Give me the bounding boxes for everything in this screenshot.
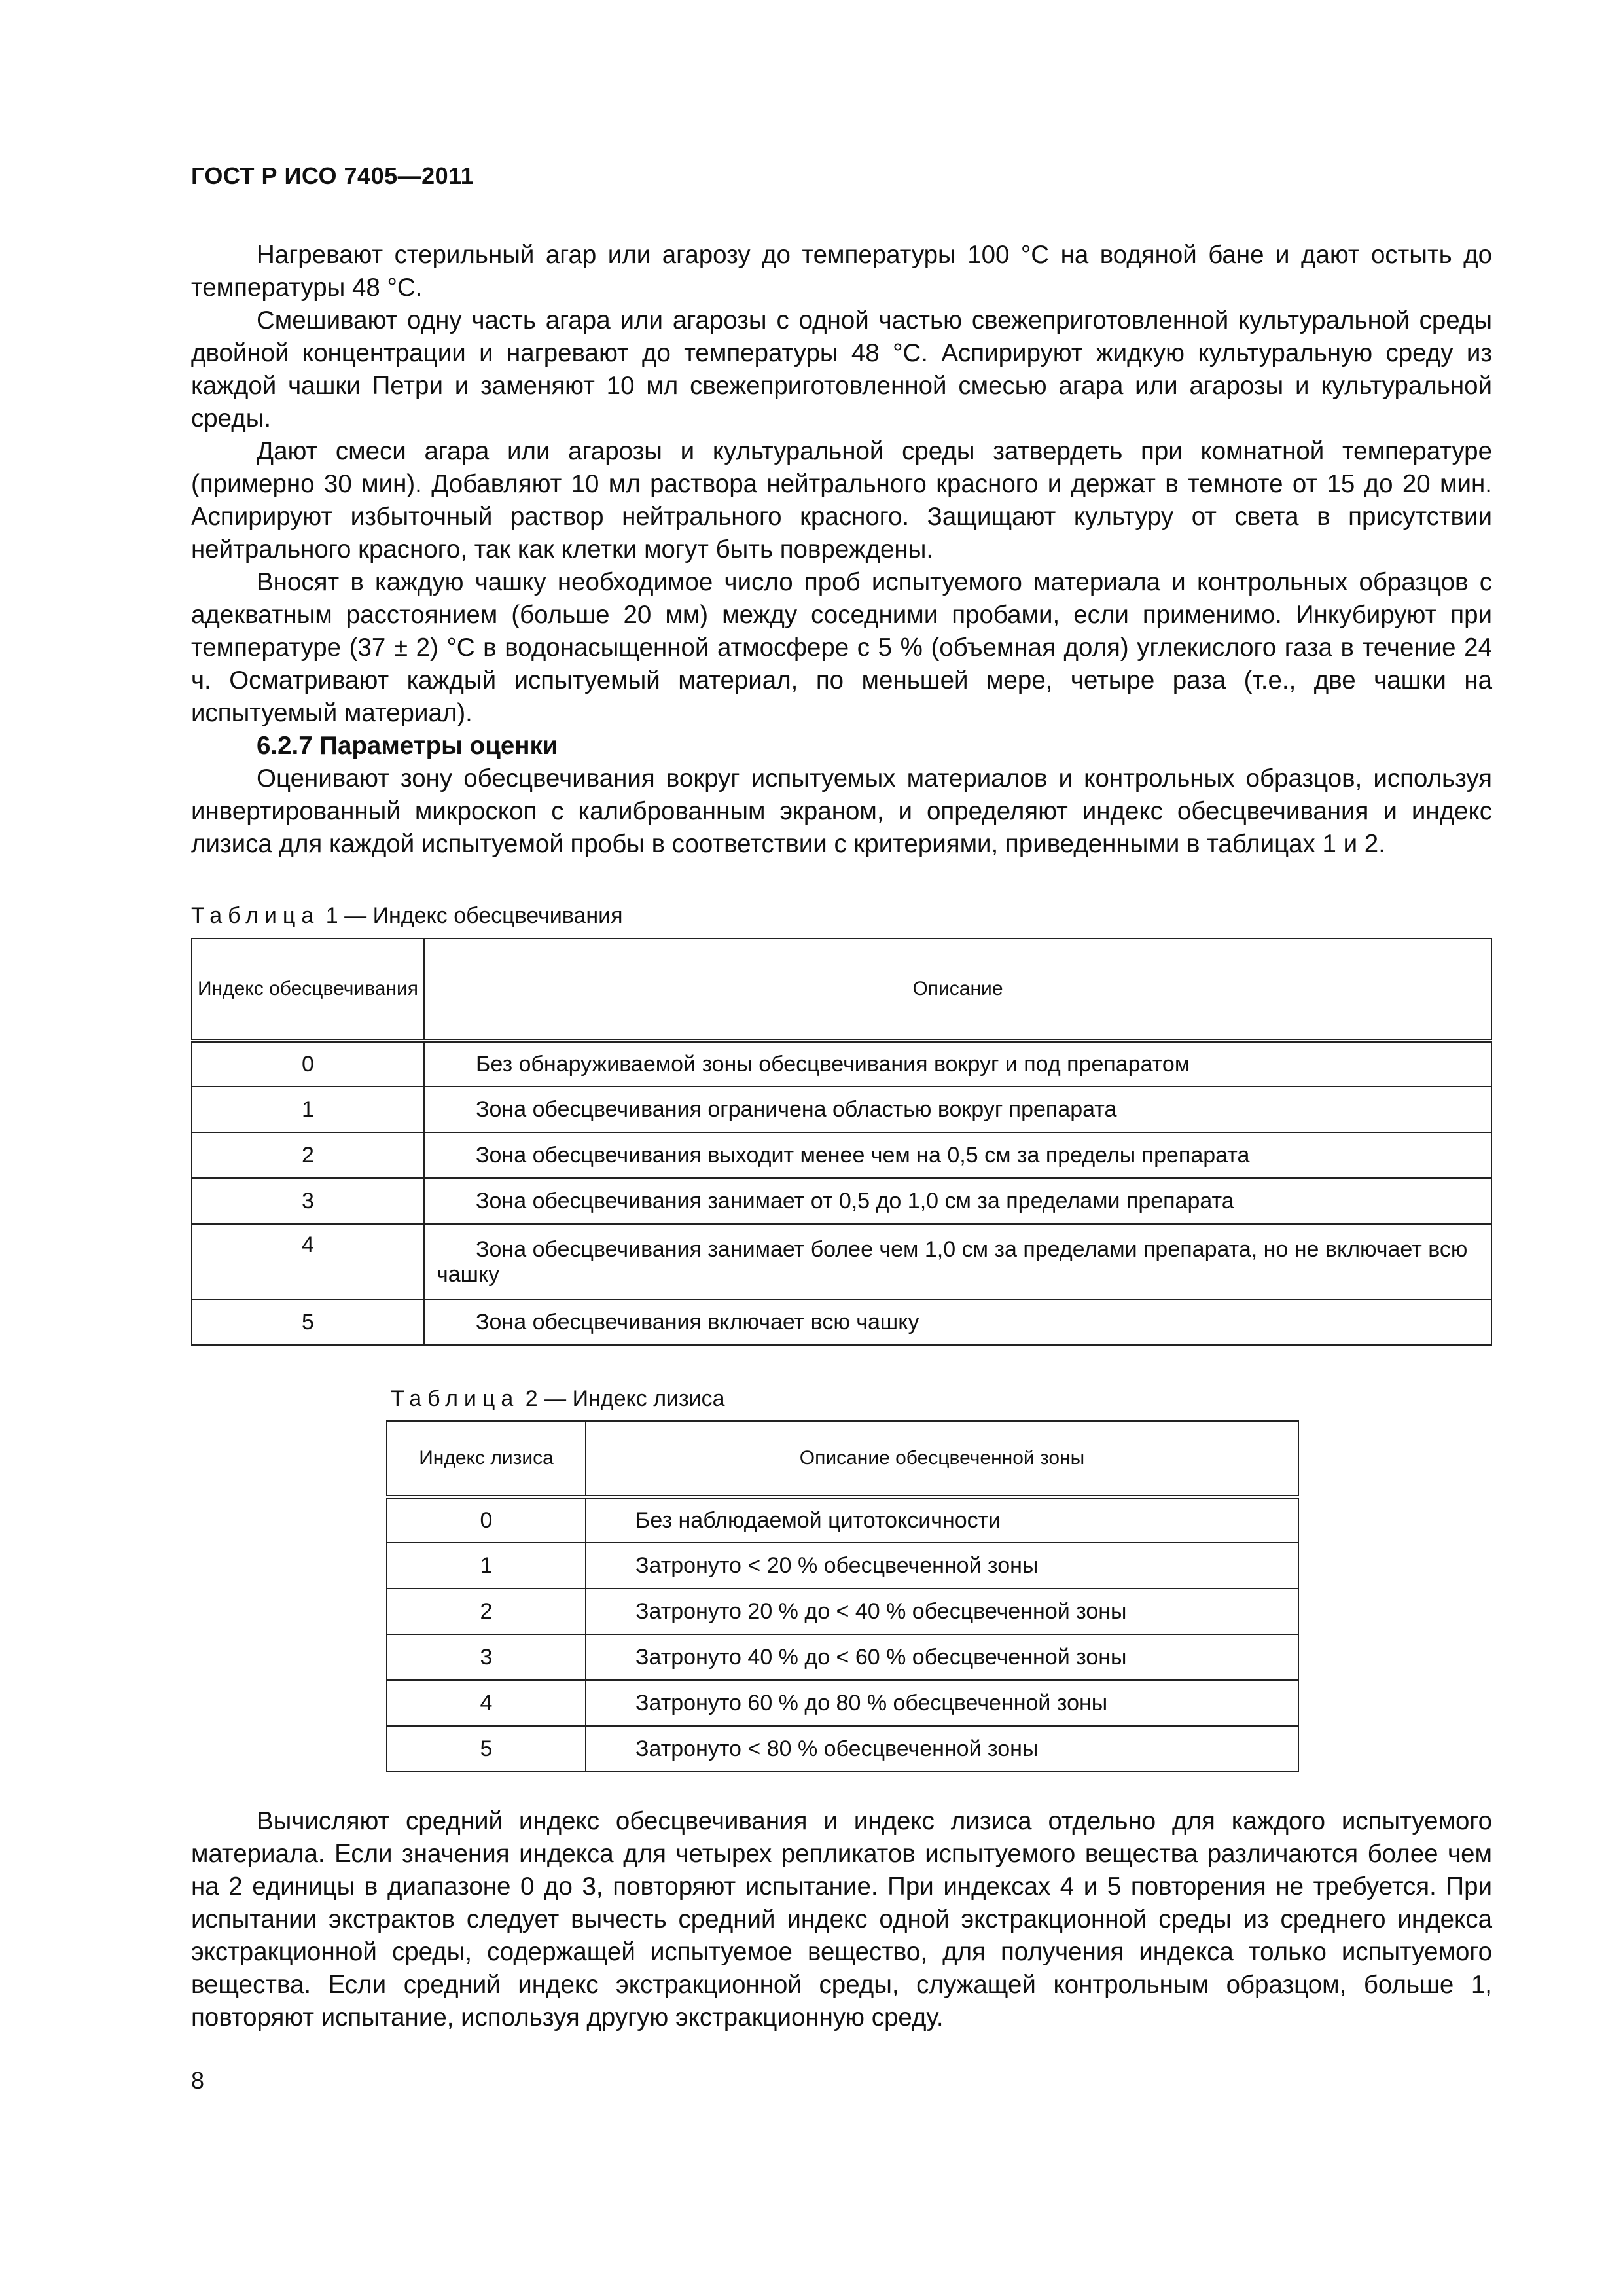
table1-header-index: Индекс обесцвечивания (192, 939, 424, 1041)
table-row (387, 1497, 1298, 1543)
table-cell-description: Без наблюдаемой цитотоксичности (586, 1497, 1298, 1543)
table2-caption-title: 2 — Индекс лизиса (525, 1386, 725, 1411)
paragraph: Нагревают стерильный агар или агарозу до температуры 100 °C на водяной бане и дают остыть до температуры 48 °C. (191, 241, 1492, 302)
table-cell-index: 1 (192, 1086, 424, 1132)
table-cell-index: 4 (192, 1224, 424, 1299)
paragraph: Оценивают зону обесцвечивания вокруг испытуемых материалов и контрольных образцов, используя инвертированный микроскоп с калиброванным экраном, и определяют индекс обесцвечивания и индекс лизиса для каждой испытуемой пробы в соответствии с критериями, приведенными в таблицах 1 и 2. (191, 764, 1492, 858)
table-cell-description: Зона обесцвечивания занимает более чем 1,0 см за пределами препарата, но не включает всю чашку (424, 1224, 1491, 1299)
table-cell-description: Затронуто 40 % до < 60 % обесцвеченной зоны (586, 1634, 1298, 1680)
table-cell-index: 0 (387, 1497, 586, 1543)
table-row (192, 1086, 1491, 1132)
table-cell-index: 2 (192, 1132, 424, 1178)
table-cell-index: 4 (387, 1680, 586, 1726)
table-row (192, 1224, 1491, 1299)
table1-caption-title: 1 — Индекс обесцвечивания (325, 903, 623, 928)
table-row (192, 1299, 1491, 1345)
table2-header-description: Описание обесцвеченной зоны (586, 1421, 1298, 1497)
paragraph: Дают смеси агара или агарозы и культуральной среды затвердеть при комнатной температуре (примерно 30 мин). Добавляют 10 мл раствора нейтрального красного и держат в темноте от 15 до 20 мин. Аспирируют избыточный раствор нейтрального красного. Защищают культуру от света в присутствии нейтрального красного, так как клетки могут быть повреждены. (191, 437, 1492, 564)
intro-text (191, 239, 1492, 861)
section-heading: 6.2.7 Параметры оценки (257, 732, 558, 760)
paragraph: Вносят в каждую чашку необходимое число проб испытуемого материала и контрольных образцов с адекватным расстоянием (больше 20 мм) между соседними пробами, если применимо. Инкубируют при температуре (37 ± 2) °C в водонасыщенной атмосфере с 5 % (объемная доля) углекислого газа в течение 24 ч. Осматривают каждый испытуемый материал, по меньшей мере, четыре раза (т.е., две чашки на испытуемый материал). (191, 568, 1492, 727)
table-cell-index: 3 (192, 1178, 424, 1224)
table-cell-description: Зона обесцвечивания занимает от 0,5 до 1,0 см за пределами препарата (424, 1178, 1491, 1224)
table-row (387, 1543, 1298, 1588)
table1-caption (191, 903, 623, 929)
table-lysis-index (386, 1420, 1299, 1772)
table-cell-index: 5 (192, 1299, 424, 1345)
table-cell-description: Затронуто 60 % до 80 % обесцвеченной зоны (586, 1680, 1298, 1726)
table-row (192, 1132, 1491, 1178)
table1-header-description: Описание (424, 939, 1491, 1041)
table1-caption-word: Таблица (191, 903, 320, 928)
table-cell-description: Затронуто < 20 % обесцвеченной зоны (586, 1543, 1298, 1588)
table-row (387, 1588, 1298, 1634)
table-cell-description: Затронуто < 80 % обесцвеченной зоны (586, 1726, 1298, 1772)
table-row (387, 1634, 1298, 1680)
table-cell-description: Затронуто 20 % до < 40 % обесцвеченной зоны (586, 1588, 1298, 1634)
page-number: 8 (191, 2067, 205, 2094)
table-row (387, 1726, 1298, 1772)
outro-text (191, 1805, 1492, 2034)
table-row (387, 1680, 1298, 1726)
table-cell-index: 3 (387, 1634, 586, 1680)
table2-caption (391, 1386, 725, 1412)
table-cell-description: Зона обесцвечивания выходит менее чем на 0,5 см за пределы препарата (424, 1132, 1491, 1178)
table-cell-description: Зона обесцвечивания включает всю чашку (424, 1299, 1491, 1345)
table-row (192, 1041, 1491, 1086)
table2-header-index: Индекс лизиса (387, 1421, 586, 1497)
table-decolorization-index (191, 938, 1492, 1346)
table2-caption-word: Таблица (391, 1386, 520, 1411)
paragraph: Смешивают одну часть агара или агарозы с одной частью свежеприготовленной культуральной среды двойной концентрации и нагревают до температуры 48 °C. Аспирируют жидкую культуральную среду из каждой чашки Петри и заменяют 10 мл свежеприготовленной смесью агара или агарозы и культуральной среды. (191, 306, 1492, 433)
table-cell-index: 1 (387, 1543, 586, 1588)
table-row (192, 1178, 1491, 1224)
table-cell-description: Без обнаруживаемой зоны обесцвечивания вокруг и под препаратом (424, 1041, 1491, 1086)
table-cell-description: Зона обесцвечивания ограничена областью вокруг препарата (424, 1086, 1491, 1132)
table-cell-index: 5 (387, 1726, 586, 1772)
table-cell-index: 0 (192, 1041, 424, 1086)
table-cell-index: 2 (387, 1588, 586, 1634)
paragraph: Вычисляют средний индекс обесцвечивания и индекс лизиса отдельно для каждого испытуемого материала. Если значения индекса для четырех репликатов испытуемого вещества различаются более чем на 2 единицы в диапазоне 0 до 3, повторяют испытание. При индексах 4 и 5 повторения не требуется. При испытании экстрактов следует вычесть средний индекс одной экстракционной среды из среднего индекса экстракционной среды, содержащей испытуемое вещество, для получения индекса только испытуемого вещества. Если средний индекс экстракционной среды, служащей контрольным образцом, больше 1, повторяют испытание, используя другую экстракционную среду. (191, 1807, 1492, 2032)
document-header: ГОСТ Р ИСО 7405—2011 (191, 162, 474, 189)
